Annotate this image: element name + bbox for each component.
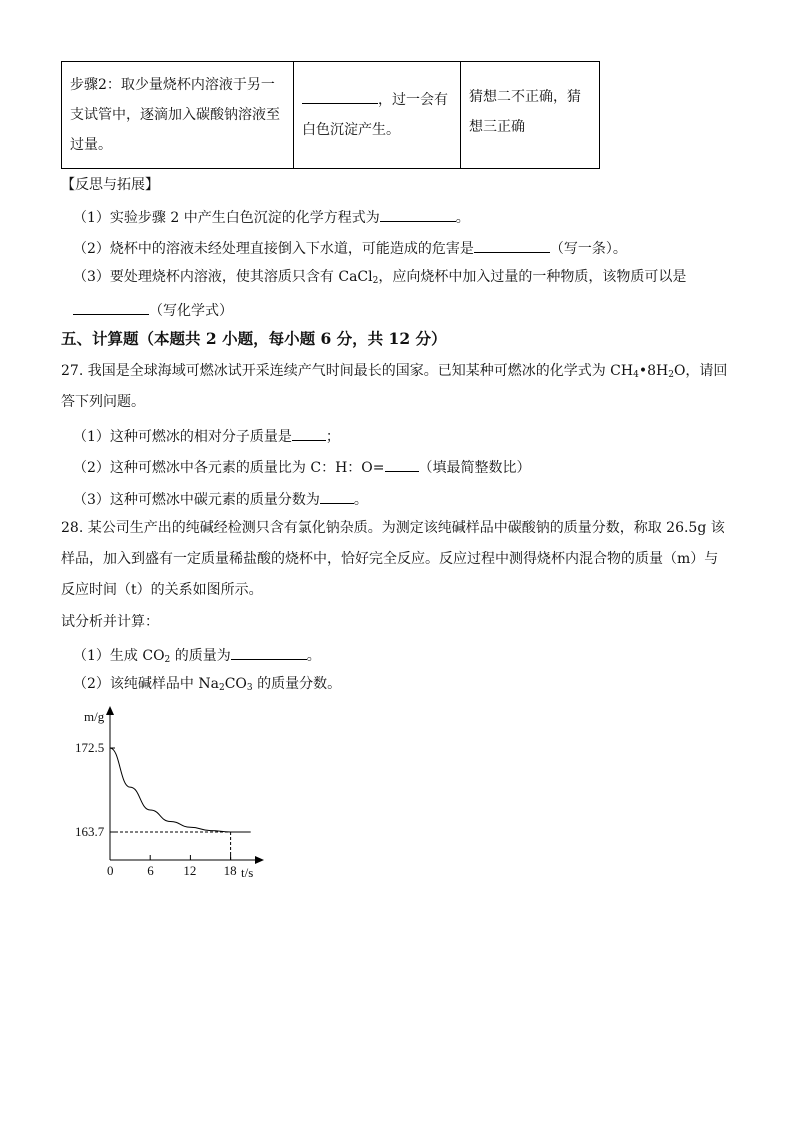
x-axis-arrow [255,856,264,864]
q27-part2: （2）这种可燃冰中各元素的质量比为 C：H：O= （填最简整数比） [73,455,531,478]
table-row [62,62,600,169]
mass-time-chart [60,700,280,890]
mass-curve [110,748,251,832]
answer-blank[interactable] [292,424,326,441]
q28-part2: （2）该纯碱样品中 $Na_2CO_3$ 的质量分数。 [73,676,342,693]
q28-line3: 反应时间（t）的关系如图所示。 [61,582,263,598]
step-phenomenon-cell [294,62,461,169]
step-conclusion: 猜想二不正确，猜想三正确 [469,89,581,135]
step-description-cell [62,62,294,169]
reflection-q2: （2）烧杯中的溶液未经处理直接倒入下水道，可能造成的危害是 （写一条）。 [73,236,627,259]
q28-line1: 28. 某公司生产出的纯碱经检测只含有氯化钠杂质。为测定该纯碱样品中碳酸钠的质量分数，称取 26.5g 该 [61,520,725,536]
x-tick-label: 0 [107,863,114,878]
section-heading: 五、计算题（本题共 2 小题，每小题 6 分，共 12 分） [61,329,447,348]
x-tick-label: 12 [183,863,197,878]
q27-intro-cont: 答下列问题。 [61,394,145,410]
answer-blank[interactable] [231,643,307,660]
q27-part1: （1）这种可燃冰的相对分子质量是 ； [73,424,340,447]
q27-intro: 27. 我国是全球海域可燃冰试开采连续产气时间最长的国家。已知某种可燃冰的化学式为 $CH_4•8H_2O$，请回 [61,363,728,380]
step-phenomenon: ，过一会有白色沉淀产生。 [302,92,448,138]
q27-part3: （3）这种可燃冰中碳元素的质量分数为 。 [73,487,368,510]
q28-line2: 样品，加入到盛有一定质量稀盐酸的烧杯中，恰好完全反应。反应过程中测得烧杯内混合物的质量（m）与 [61,551,719,567]
x-tick-label: 18 [223,863,237,878]
step-description: 步骤2：取少量烧杯内溶液于另一支试管中，逐滴加入碳酸钠溶液至过量。 [70,77,280,153]
q28-line4: 试分析并计算： [61,614,159,630]
experiment-step-table [61,61,600,169]
y-tick-label: 172.5 [75,740,105,755]
answer-blank[interactable] [385,455,419,472]
y-tick-label: 163.7 [75,824,105,839]
answer-blank[interactable] [380,205,456,222]
y-axis-arrow [106,706,114,715]
y-axis-label: m/g [84,709,105,724]
x-tick-label: 6 [147,863,154,878]
reflection-q1: （1）实验步骤 2 中产生白色沉淀的化学方程式为 。 [73,205,470,228]
reflection-q3-cont: （写化学式） [73,298,233,321]
answer-blank[interactable] [474,236,550,253]
reflection-title: 【反思与拓展】 [61,177,159,193]
answer-blank[interactable] [73,298,149,315]
step-conclusion-cell [461,62,600,169]
reflection-q3: （3）要处理烧杯内溶液，使其溶质只含有 CaCl$_2$，应向烧杯中加入过量的一种物质，该物质可以是 [73,269,687,286]
answer-blank[interactable] [320,487,354,504]
x-axis-label: t/s [241,865,254,880]
answer-blank[interactable] [302,87,378,104]
q28-part1: （1）生成 $CO_2$ 的质量为 。 [73,643,321,670]
